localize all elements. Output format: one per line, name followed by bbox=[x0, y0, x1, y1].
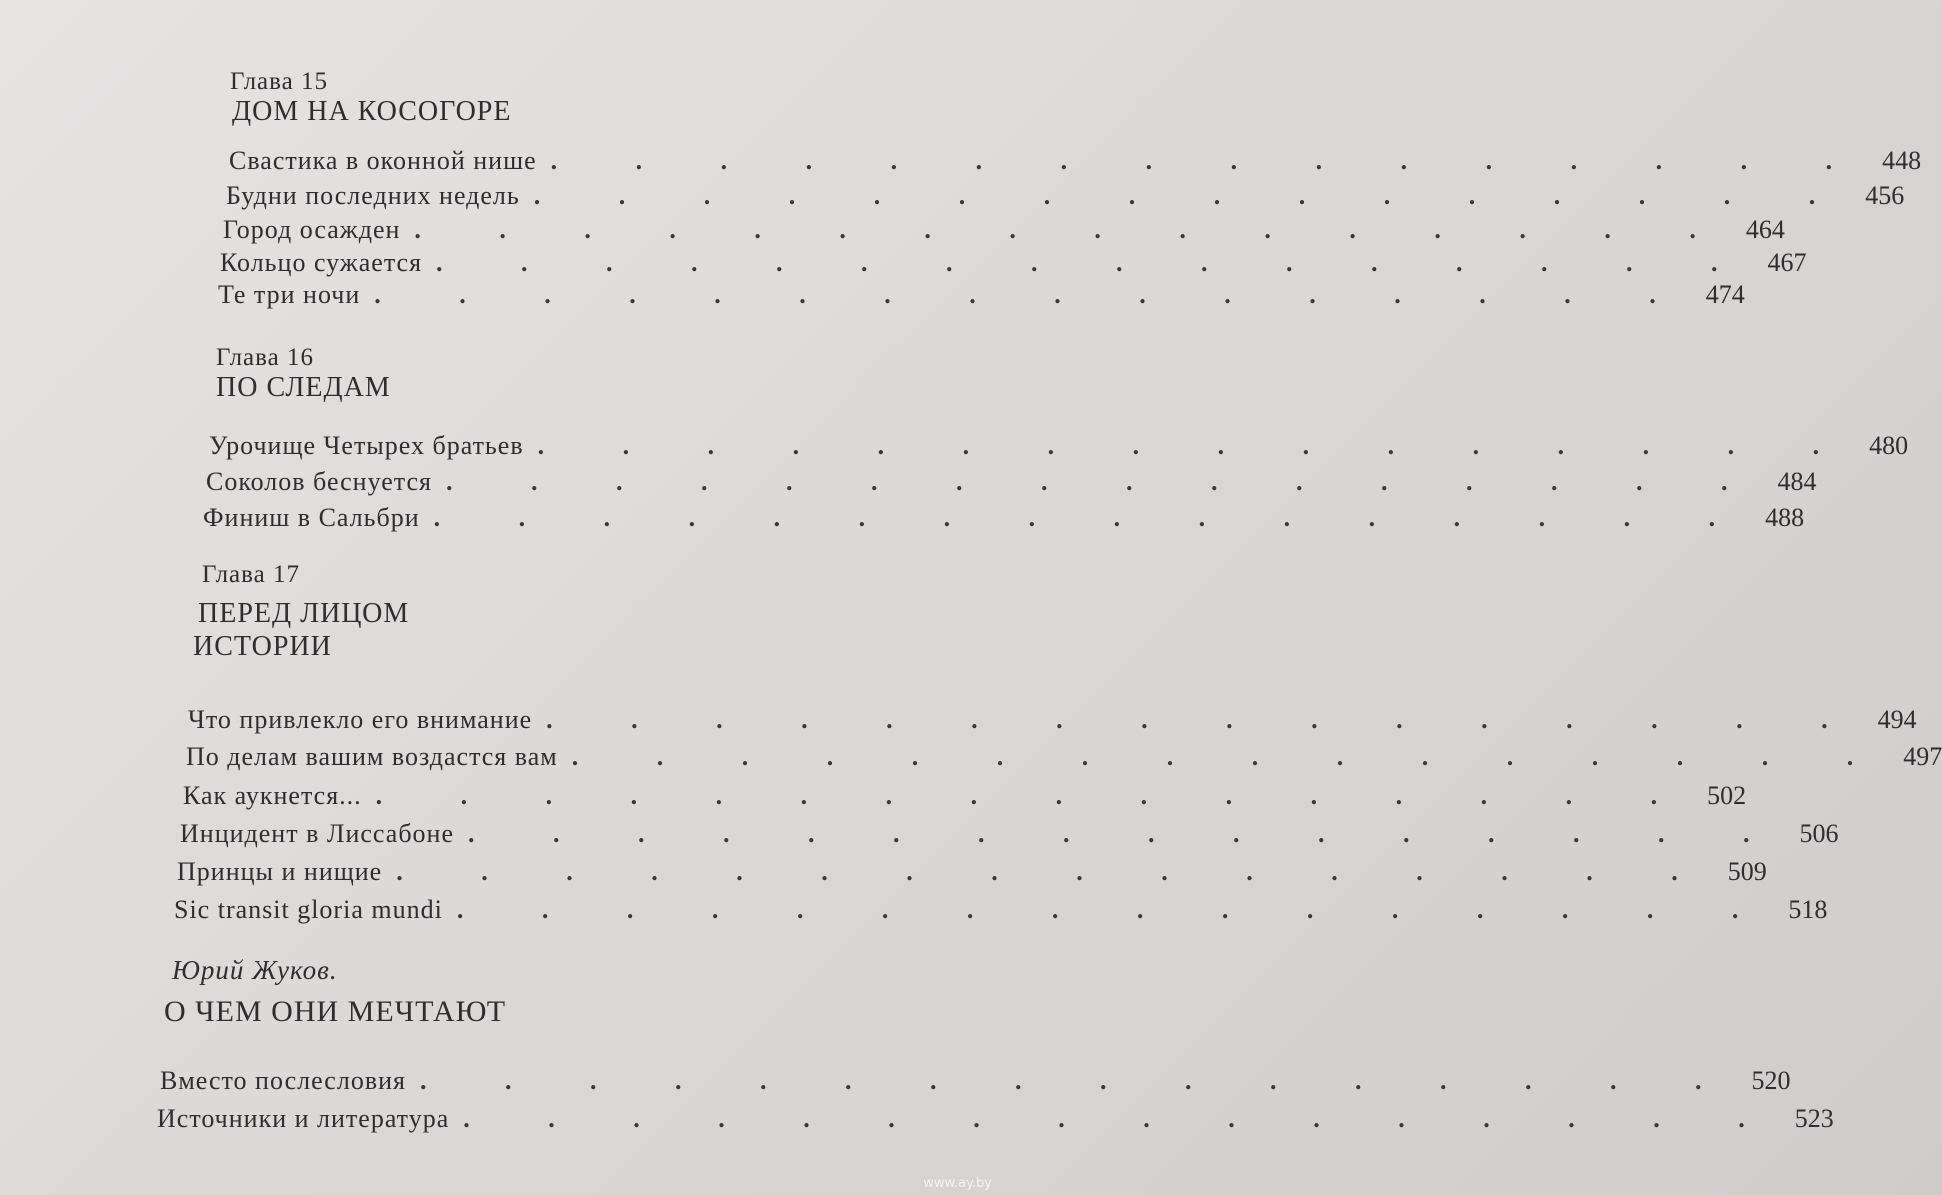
toc-leader-dots: . . . . . . . . . . . . . . . . bbox=[396, 857, 1714, 886]
toc-entry[interactable] bbox=[206, 467, 1817, 501]
toc-page-number: 518 bbox=[1788, 895, 1828, 924]
toc-entry[interactable] bbox=[157, 1104, 1834, 1138]
toc-page-number: 456 bbox=[1865, 181, 1905, 210]
toc-entry[interactable] bbox=[226, 181, 1905, 215]
toc-leader-dots: . . . . . . . . . . . . . . . . bbox=[456, 895, 1775, 924]
toc-entry-title: Урочище Четырех братьев bbox=[209, 431, 524, 460]
author-work-title: О ЧЕМ ОНИ МЕЧТАЮТ bbox=[164, 995, 507, 1028]
toc-entry-title: Город осажден bbox=[223, 215, 401, 244]
toc-entry[interactable] bbox=[186, 742, 1942, 776]
chapter-17-title-line-1: ПЕРЕД ЛИЦОМ bbox=[198, 598, 410, 629]
toc-page-number: 502 bbox=[1707, 781, 1747, 810]
toc-page-number: 494 bbox=[1877, 705, 1917, 734]
toc-page-number: 497 bbox=[1903, 742, 1942, 771]
toc-page-number: 523 bbox=[1794, 1104, 1834, 1133]
toc-entry[interactable] bbox=[203, 503, 1805, 537]
toc-leader-dots: . . . . . . . . . . . . . . . . bbox=[375, 781, 1694, 810]
toc-entry-title: По делам вашим воздастся вам bbox=[186, 742, 558, 771]
author-name: Юрий Жуков. bbox=[172, 955, 338, 985]
chapter-17-title-line-2: ИСТОРИИ bbox=[193, 631, 332, 662]
toc-page-number: 509 bbox=[1727, 857, 1767, 886]
toc-page-number: 484 bbox=[1777, 467, 1817, 496]
toc-entry[interactable] bbox=[174, 895, 1828, 929]
toc-entry[interactable] bbox=[188, 705, 1917, 739]
chapter-15-label: Глава 15 bbox=[230, 68, 328, 95]
toc-entry[interactable] bbox=[180, 819, 1839, 853]
toc-leader-dots: . . . . . . . . . . . . . . . . bbox=[546, 705, 1864, 734]
watermark: www.ay.by bbox=[923, 1176, 992, 1191]
toc-entry-title: Финиш в Сальбри bbox=[203, 503, 420, 532]
toc-entry-title: Что привлекло его внимание bbox=[188, 705, 533, 734]
toc-entry-title: Кольцо сужается bbox=[220, 248, 423, 277]
chapter-16-title: ПО СЛЕДАМ bbox=[216, 372, 391, 403]
toc-entry-title: Будни последних недель bbox=[226, 181, 520, 210]
toc-entry[interactable] bbox=[220, 248, 1807, 282]
toc-entry-title: Свастика в оконной нише bbox=[229, 146, 537, 175]
toc-page-number: 474 bbox=[1705, 280, 1745, 309]
toc-entry-title: Как аукнется... bbox=[183, 781, 362, 810]
toc-entry[interactable] bbox=[177, 857, 1767, 891]
toc-entry-title: Принцы и нищие bbox=[177, 857, 383, 886]
toc-leader-dots: . . . . . . . . . . . . . . . . bbox=[419, 1066, 1738, 1095]
toc-leader-dots: . . . . . . . . . . . . . . . . bbox=[537, 431, 1856, 460]
toc-entry[interactable] bbox=[223, 215, 1785, 249]
toc-page-number: 488 bbox=[1765, 503, 1805, 532]
toc-leader-dots: . . . . . . . . . . . . . . . . bbox=[571, 742, 1890, 771]
toc-entry[interactable] bbox=[229, 146, 1922, 180]
toc-page-number: 448 bbox=[1882, 146, 1922, 175]
toc-leader-dots: . . . . . . . . . . . . . . . . bbox=[533, 181, 1852, 210]
chapter-16-label: Глава 16 bbox=[216, 344, 314, 371]
toc-leader-dots: . . . . . . . . . . . . . . . . bbox=[414, 215, 1732, 244]
toc-entry-title: Те три ночи bbox=[218, 280, 361, 309]
toc-leader-dots: . . . . . . . . . . . . . . . . bbox=[445, 467, 1764, 496]
toc-leader-dots: . . . . . . . . . . . . . . . . bbox=[374, 280, 1692, 309]
toc-leader-dots: . . . . . . . . . . . . . . . . bbox=[468, 819, 1786, 848]
toc-page-number: 520 bbox=[1751, 1066, 1791, 1095]
toc-page-number: 464 bbox=[1745, 215, 1785, 244]
toc-leader-dots: . . . . . . . . . . . . . . . . bbox=[436, 248, 1754, 277]
toc-entry-title: Соколов беснуется bbox=[206, 467, 432, 496]
toc-entry-title: Вместо послесловия bbox=[160, 1066, 406, 1095]
toc-leader-dots: . . . . . . . . . . . . . . . . bbox=[463, 1104, 1781, 1133]
toc-leader-dots: . . . . . . . . . . . . . . . . bbox=[550, 146, 1869, 175]
toc-leader-dots: . . . . . . . . . . . . . . . . bbox=[433, 503, 1752, 532]
toc-entry[interactable] bbox=[183, 781, 1747, 815]
chapter-17-label: Глава 17 bbox=[202, 561, 300, 588]
toc-page-number: 480 bbox=[1869, 431, 1909, 460]
toc-entry[interactable] bbox=[160, 1066, 1791, 1100]
toc-entry-title: Источники и литература bbox=[157, 1104, 450, 1133]
toc-page-number: 467 bbox=[1767, 248, 1807, 277]
toc-page-number: 506 bbox=[1799, 819, 1839, 848]
toc-entry[interactable] bbox=[209, 431, 1909, 465]
toc-entry-title: Инцидент в Лиссабоне bbox=[180, 819, 455, 848]
toc-entry-title: Sic transit gloria mundi bbox=[174, 895, 443, 924]
chapter-15-title: ДОМ НА КОСОГОРЕ bbox=[232, 96, 512, 127]
toc-entry[interactable] bbox=[218, 280, 1745, 314]
